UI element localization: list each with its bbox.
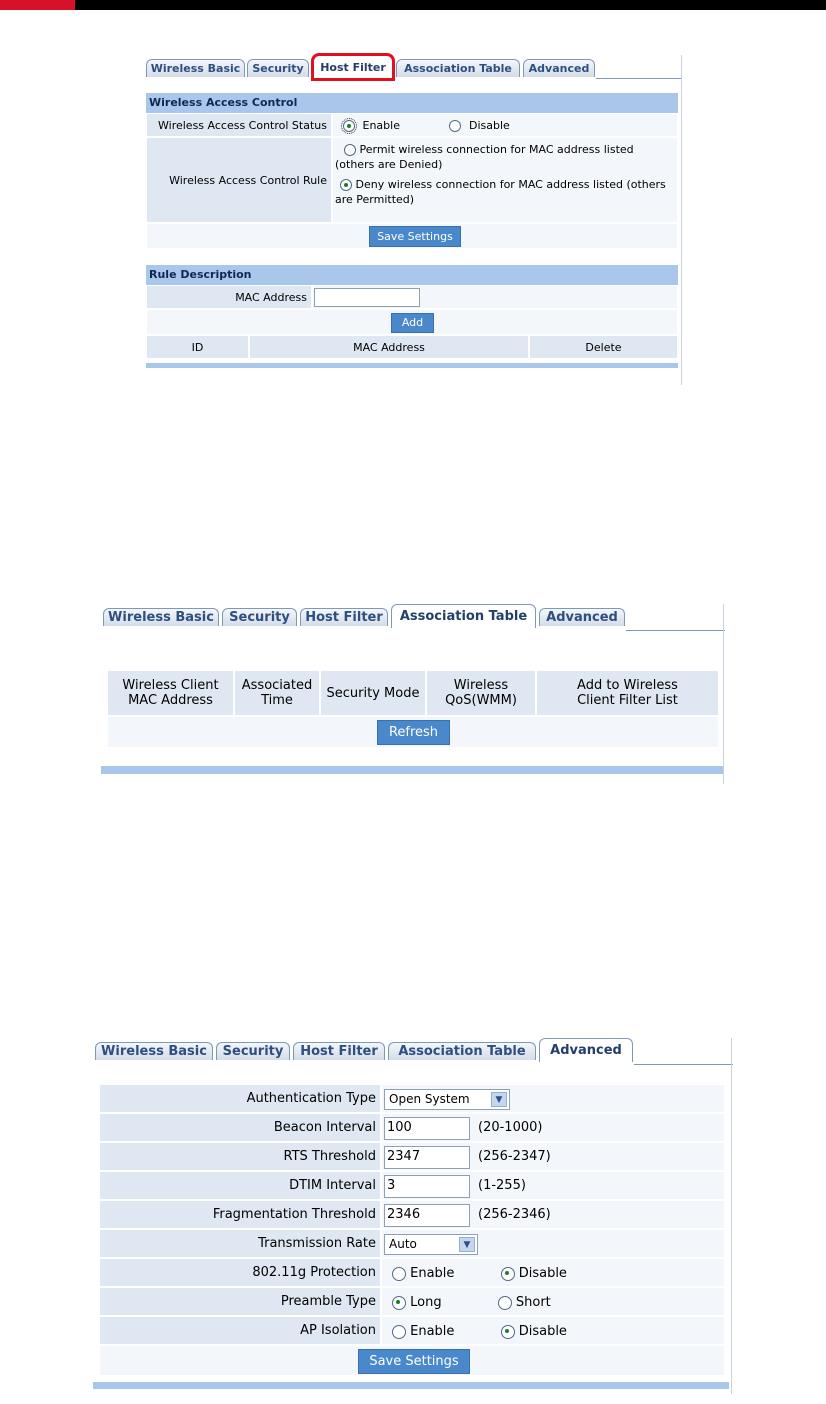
preamble-short-radio[interactable]	[498, 1296, 512, 1310]
rts-threshold-input[interactable]: 2347	[384, 1146, 470, 1169]
dtim-row	[99, 1171, 725, 1200]
mac-address-label: MAC Address	[146, 285, 312, 309]
preamble-options	[381, 1287, 725, 1316]
status-disable-radio[interactable]	[449, 120, 461, 132]
preamble-row	[99, 1287, 725, 1316]
rule-table-header	[146, 335, 678, 359]
rule-deny-option	[335, 177, 675, 207]
tab-host-filter[interactable]: Host Filter	[300, 608, 388, 626]
tab-advanced[interactable]: Advanced	[523, 59, 595, 77]
isolation-disable-radio[interactable]	[501, 1325, 515, 1339]
tab-bar	[144, 55, 684, 79]
fragmentation-threshold-input[interactable]: 2346	[384, 1204, 470, 1227]
tab-host-filter[interactable]: Host Filter	[293, 1042, 385, 1060]
column-add-to-filter: Add to Wireless Client Filter List	[536, 670, 719, 716]
ap-isolation-label: AP Isolation	[99, 1316, 381, 1345]
tab-security[interactable]: Security	[247, 59, 309, 77]
column-associated-time: Associated Time	[234, 670, 320, 716]
beacon-interval-input[interactable]: 100	[384, 1117, 470, 1140]
tab-advanced[interactable]: Advanced	[539, 608, 625, 626]
association-table-screen	[101, 604, 725, 784]
transmission-rate-label: Transmission Rate	[99, 1229, 381, 1258]
rule-permit-radio[interactable]	[344, 144, 356, 156]
refresh-button[interactable]: Refresh	[377, 720, 450, 745]
panel-bottom-bar	[93, 1382, 729, 1389]
fragmentation-threshold-cell	[381, 1200, 725, 1229]
preamble-short-label: Short	[515, 1295, 551, 1310]
tab-host-filter[interactable]: Host Filter	[313, 55, 393, 79]
rule-label: Wireless Access Control Rule	[146, 137, 332, 223]
refresh-row	[107, 716, 719, 748]
column-id: ID	[146, 335, 249, 359]
preamble-long-label: Long	[410, 1295, 442, 1310]
protection-enable-radio[interactable]	[392, 1267, 406, 1281]
association-panel	[101, 656, 723, 776]
save-row	[146, 223, 678, 249]
status-enable-radio[interactable]	[343, 120, 355, 132]
column-wireless-qos: Wireless QoS(WMM)	[426, 670, 536, 716]
transmission-rate-cell	[381, 1229, 725, 1258]
chevron-down-icon: ▼	[459, 1237, 475, 1252]
save-settings-button[interactable]: Save Settings	[358, 1349, 470, 1374]
rts-threshold-range: (256-2347)	[478, 1149, 551, 1164]
ap-isolation-options	[381, 1316, 725, 1345]
beacon-interval-label: Beacon Interval	[99, 1113, 381, 1142]
tab-security[interactable]: Security	[216, 1042, 290, 1060]
advanced-panel	[93, 1070, 729, 1394]
beacon-interval-range: (20-1000)	[478, 1120, 543, 1135]
advanced-screen	[93, 1038, 733, 1394]
association-header-row	[107, 670, 719, 716]
add-row	[146, 309, 678, 335]
fragmentation-threshold-label: Fragmentation Threshold	[99, 1200, 381, 1229]
auth-type-select[interactable]	[384, 1089, 510, 1110]
beacon-interval-cell	[381, 1113, 725, 1142]
auth-type-label: Authentication Type	[99, 1084, 381, 1113]
rule-row	[146, 137, 678, 223]
protection-label: 802.11g Protection	[99, 1258, 381, 1287]
protection-disable-radio[interactable]	[501, 1267, 515, 1281]
tab-baseline	[626, 630, 725, 631]
auth-row	[99, 1084, 725, 1113]
save-settings-button[interactable]: Save Settings	[369, 226, 461, 247]
tab-wireless-basic[interactable]: Wireless Basic	[146, 59, 245, 77]
status-enable-label: Enable	[362, 119, 400, 132]
tab-bar	[93, 1038, 733, 1062]
rts-row	[99, 1142, 725, 1171]
tab-baseline	[596, 78, 681, 79]
tab-security[interactable]: Security	[222, 608, 297, 626]
dtim-interval-input[interactable]: 3	[384, 1175, 470, 1198]
dtim-interval-label: DTIM Interval	[99, 1171, 381, 1200]
frag-row	[99, 1200, 725, 1229]
mac-address-input[interactable]	[314, 288, 420, 307]
add-button[interactable]: Add	[391, 313, 434, 333]
isolation-enable-radio[interactable]	[392, 1325, 406, 1339]
panel-bottom-bar	[146, 363, 678, 368]
status-disable-label: Disable	[468, 119, 510, 132]
section-title-access-control: Wireless Access Control	[146, 93, 678, 113]
isolation-enable-label: Enable	[410, 1324, 455, 1339]
auth-type-value: Open System	[389, 1092, 470, 1106]
rule-deny-label: Deny wireless connection for MAC address listed (others are Permitted)	[335, 178, 666, 206]
rule-deny-radio[interactable]	[340, 179, 352, 191]
panel-bottom-bar	[101, 766, 723, 774]
chevron-down-icon: ▼	[491, 1092, 507, 1107]
save-row	[99, 1345, 725, 1376]
rule-permit-label: Permit wireless connection for MAC address listed (others are Denied)	[335, 143, 634, 171]
tab-wireless-basic[interactable]: Wireless Basic	[95, 1042, 213, 1060]
transmission-rate-value: Auto	[389, 1237, 417, 1251]
transmission-rate-select[interactable]	[384, 1234, 478, 1255]
beacon-row	[99, 1113, 725, 1142]
isolation-row	[99, 1316, 725, 1345]
column-security-mode: Security Mode	[320, 670, 426, 716]
host-filter-panel	[146, 93, 678, 377]
top-bar-accent	[0, 0, 75, 10]
rule-permit-option	[335, 142, 675, 172]
fragmentation-threshold-range: (256-2346)	[478, 1207, 551, 1222]
tab-wireless-basic[interactable]: Wireless Basic	[103, 608, 219, 626]
protection-options	[381, 1258, 725, 1287]
protection-row	[99, 1258, 725, 1287]
frame-edge	[723, 604, 724, 784]
column-delete: Delete	[529, 335, 678, 359]
auth-type-cell	[381, 1084, 725, 1113]
tab-association-table[interactable]: Association Table	[388, 1042, 536, 1060]
mac-input-cell	[312, 285, 678, 309]
tab-advanced[interactable]: Advanced	[539, 1038, 633, 1062]
isolation-disable-label: Disable	[518, 1324, 567, 1339]
column-client-mac: Wireless Client MAC Address	[107, 670, 234, 716]
status-label: Wireless Access Control Status	[146, 113, 332, 137]
host-filter-screen	[144, 55, 684, 385]
rate-row	[99, 1229, 725, 1258]
frame-edge	[681, 55, 682, 385]
tab-association-table[interactable]: Association Table	[396, 59, 520, 77]
column-mac-address: MAC Address	[249, 335, 529, 359]
dtim-interval-cell	[381, 1171, 725, 1200]
status-row	[146, 113, 678, 137]
protection-disable-label: Disable	[518, 1266, 567, 1281]
rts-threshold-cell	[381, 1142, 725, 1171]
preamble-type-label: Preamble Type	[99, 1287, 381, 1316]
dtim-interval-range: (1-255)	[478, 1178, 526, 1193]
rule-options	[332, 137, 678, 223]
status-options	[332, 113, 678, 137]
tab-association-table[interactable]: Association Table	[391, 604, 536, 628]
tab-baseline	[634, 1064, 733, 1065]
mac-row	[146, 285, 678, 309]
protection-enable-label: Enable	[410, 1266, 455, 1281]
frame-edge	[731, 1038, 732, 1394]
top-bar	[0, 0, 826, 10]
rts-threshold-label: RTS Threshold	[99, 1142, 381, 1171]
preamble-long-radio[interactable]	[392, 1296, 406, 1310]
tab-bar	[101, 604, 725, 628]
section-title-rule-description: Rule Description	[146, 265, 678, 285]
